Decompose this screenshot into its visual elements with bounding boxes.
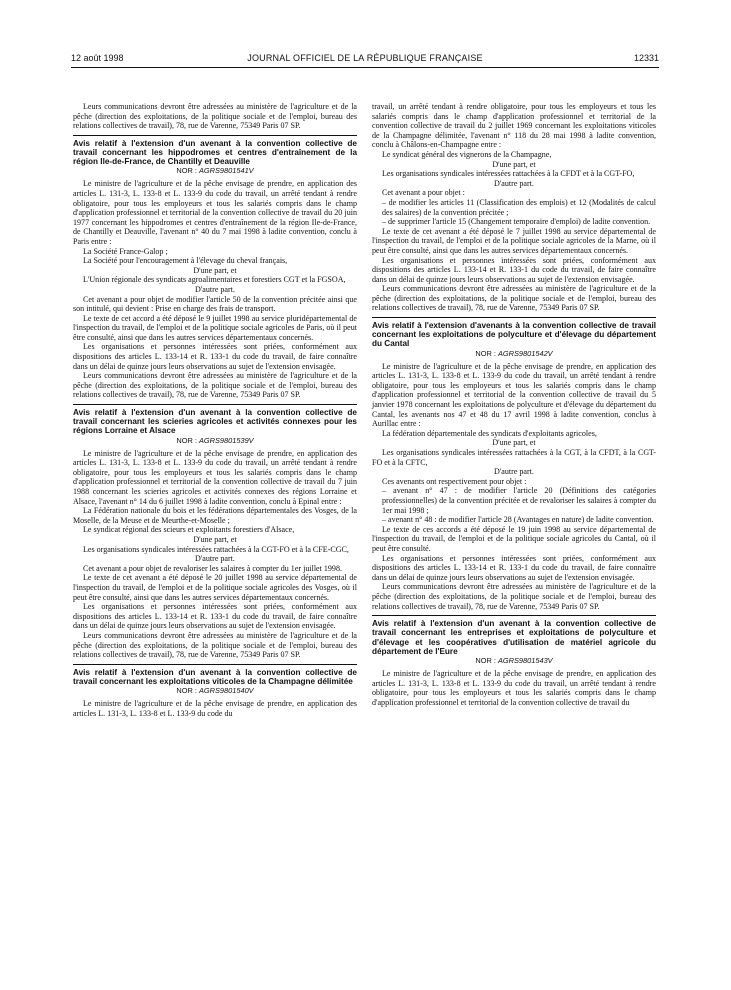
separator	[73, 135, 357, 136]
paragraph: Le ministre de l'agriculture et de la pêche envisage de prendre, en application des articles L. 131-3, L. 133-8 et L. 133-9 du code du travail, un arrêté tendant à rendre obligatoire, pour tous les employeurs et tous les salariés compris dans le champ d'application professionnel et territorial de la convention collective de travail du 7 juin 1988 concernant les scieries agricoles et activités connexes des régions Lorraine et Alsace, l'avenant n° 14 du 6 juillet 1998 à ladite convention, conclu à Epinal entre :	[73, 448, 357, 506]
paragraph: D'une part, et	[193, 265, 237, 275]
paragraph: La Société France-Galop ;	[83, 246, 168, 256]
paragraph: Le texte de cet accord a été déposé le 9 juillet 1998 au service pluridépartemental de l'inspection du travail, de l'emploi et de la politique sociale agricoles de Paris, où il peut être consulté, ainsi que dans les autres services départementaux concernés.	[73, 313, 357, 342]
paragraph: Leurs communications devront être adressées au ministère de l'agriculture et de la pêche (direction des exploitations, de la politique sociale et de l'emploi, bureau des relations collectives de travail), 78, rue de Varenne, 75349 Paris 07 SP.	[372, 284, 656, 313]
nor-code: AGRS9801543V	[497, 655, 553, 665]
nor-reference	[73, 436, 357, 446]
nor-reference	[372, 349, 656, 359]
nor-label: NOR :	[475, 348, 496, 358]
header-rule	[71, 67, 659, 68]
paragraph: D'autre part.	[195, 554, 235, 564]
paragraph: D'une part, et	[193, 535, 237, 544]
nor-reference	[73, 166, 357, 176]
paragraph: Les organisations et personnes intéressées sont priées, conformément aux dispositions des articles L. 133-14 et R. 133-1 du code du travail, de faire connaître dans un délai de quinze jours leurs observations au sujet de l'extension envisagée.	[73, 602, 357, 631]
paragraph: Le ministre de l'agriculture et de la pêche envisage de prendre, en application des articles L. 131-3, L. 133-8 et L. 133-9 du code du travail, un arrêté tendant à rendre obligatoire, pour tous les employeurs et tous les salariés compris dans le champ d'application professionnel et territorial de la convention collective de travail du 20 juin 1977 concernant les hippodromes et centres d'entraînement de la région Ile-de-France, de Chantilly et Deauville, l'avenant n° 40 du 7 mai 1998 à ladite convention, conclu à Paris entre :	[73, 179, 357, 246]
nor-code: AGRS9801542V	[497, 348, 553, 358]
paragraph: Les organisations et personnes intéressées sont priées, conformément aux dispositions des articles L. 133-14 et R. 133-1 du code du travail, de faire connaître dans un délai de quinze jours leurs observations au sujet de l'extension envisagée.	[73, 342, 357, 371]
right-column	[372, 102, 656, 707]
paragraph: Leurs communications devront être adressées au ministère de l'agriculture et de la pêche (direction des exploitations, de la politique sociale et de l'emploi, bureau des relations collectives de travail), 78, rue de Varenne, 75349 Paris 07 SP.	[73, 371, 357, 400]
paragraph: Ces avenants ont respectivement pour objet :	[382, 476, 527, 486]
header-date: 12 août 1998	[71, 53, 124, 63]
nor-reference	[372, 656, 656, 666]
paragraph: Le ministre de l'agriculture et de la pêche envisage de prendre, en application des articles L. 131-3, L. 133-8 et L. 133-9 du code du	[73, 699, 357, 718]
left-column	[73, 102, 357, 718]
paragraph: Le texte de cet avenant a été déposé le 7 juillet 1998 au service départemental de l'inspection du travail, de l'emploi et de la politique sociale agricoles de la Marne, où il peut être consulté, ainsi que dans les autres services départementaux concernés.	[372, 226, 656, 255]
paragraph: Le texte de cet avenant a été déposé le 20 juillet 1998 au service départemental de l'inspection du travail, de l'emploi et de la politique sociale agricoles des Vosges, où il peut être consulté, ainsi que dans les autres services départementaux concernés.	[73, 573, 357, 602]
paragraph: Les organisations et personnes intéressées sont priées, conformément aux dispositions des articles L. 133-14 et R. 133-1 du code du travail, de faire connaître dans un délai de quinze jours leurs observations au sujet de l'extension envisagée.	[372, 553, 656, 582]
separator	[372, 615, 656, 616]
separator	[73, 664, 357, 665]
header-title: JOURNAL OFFICIEL DE LA RÉPUBLIQUE FRANÇAISE	[247, 53, 483, 63]
paragraph: Le syndicat général des vignerons de la Champagne,	[382, 149, 552, 159]
notice-title: Avis relatif à l'extension d'un avenant à la convention collective de travail concernant les hippodromes et centres d'entraînement de la région Ile-de-France, de Chantilly et Deauville	[73, 138, 357, 167]
paragraph: Le texte de ces accords a été déposé le 19 juin 1998 au service départemental de l'inspection du travail, de l'emploi et de la politique sociale agricoles du Cantal, où il peut être consulté.	[372, 524, 656, 553]
paragraph: Le syndicat régional des scieurs et exploitants forestiers d'Alsace,	[83, 525, 295, 535]
list-item: – avenant n° 47 : de modifier l'article 20 (Définitions des catégories professionnelles) de la convention précitée et de revaloriser les salaires à compter du 1er mai 1998 ;	[382, 486, 656, 515]
separator	[372, 317, 656, 318]
page-number: 12331	[633, 53, 659, 63]
paragraph: D'une part, et	[492, 438, 536, 448]
nor-label: NOR :	[176, 435, 197, 445]
paragraph: travail, un arrêté tendant à rendre obligatoire, pour tous les employeurs et tous les salariés compris dans le champ d'application professionnel et territorial de la convention collective de travail du 2 juillet 1969 concernant les exploitations viticoles de la Champagne délimitée, l'avenant n° 118 du 28 mai 1998 à ladite convention, conclu à Châlons-en-Champagne entre :	[372, 102, 656, 150]
paragraph: Cet avenant a pour objet de modifier l'article 50 de la convention précitée ainsi que son intitulé, qui devient : Prise en charge des frais de transport.	[73, 294, 357, 314]
paragraph: Le ministre de l'agriculture et de la pêche envisage de prendre, en application des articles L. 131-3, L. 133-8 et L. 133-9 du code du travail, un arrêté tendant à rendre obligatoire, pour tous les employeurs et tous les salariés compris dans le champ d'application professionnel et territorial de la convention collective de travail du 5 janvier 1978 concernant les exploitations de polyculture et d'élevage du département du Cantal, les avenants nos 47 et 48 du 17 avril 1998 à ladite convention, conclus à Aurillac entre :	[372, 361, 656, 429]
paragraph: D'autre part.	[195, 284, 235, 294]
list-item: – de supprimer l'article 15 (Changement temporaire d'emploi) de ladite convention.	[382, 217, 651, 227]
nor-code: AGRS9801540V	[198, 686, 254, 696]
nor-reference	[73, 686, 357, 696]
notice-title: Avis relatif à l'extension d'un avenant à la convention collective de travail concernant les scieries agricoles et activités connexes pour les régions Lorraine et Alsace	[73, 408, 357, 436]
notice-title: Avis relatif à l'extension d'un avenant à la convention collective de travail concernant les entreprises et exploitations de polyculture et d'élevage et les coopératives d'utilisation de matériel agricole du département de l'Eure	[372, 619, 656, 656]
paragraph: Les organisations et personnes intéressées sont priées, conformément aux dispositions des articles L. 133-14 et R. 133-1 du code du travail, de faire connaître dans un délai de quinze jours leurs observations au sujet de l'extension envisagée.	[372, 255, 656, 284]
paragraph: Cet avenant a pour objet de revaloriser les salaires à compter du 1er juillet 1998.	[83, 563, 342, 573]
list-item: – de modifier les articles 11 (Classification des emplois) et 12 (Modalités de calcul des salaires) de la convention précitée ;	[382, 197, 656, 217]
nor-label: NOR :	[176, 166, 197, 176]
paragraph: D'autre part.	[494, 178, 534, 188]
paragraph: Les organisations syndicales intéressées rattachées à la CGT-FO et à la CFE-CGC,	[83, 544, 349, 554]
paragraph: Le ministre de l'agriculture et de la pêche envisage de prendre, en application des articles L. 131-3, L. 133-8 et L. 133-9 du code du travail, un arrêté tendant à rendre obligatoire, pour tous les employeurs et tous les salariés compris dans le champ d'application professionnel et territorial de la convention collective de travail du	[372, 668, 656, 707]
list-item: – avenant n° 48 : de modifier l'article 28 (Avantages en nature) de ladite convention.	[382, 515, 654, 525]
paragraph: D'autre part.	[494, 467, 534, 477]
paragraph: La fédération départementale des syndicats d'exploitants agricoles,	[382, 428, 597, 438]
nor-code: AGRS9801539V	[198, 435, 254, 445]
page-header	[71, 53, 659, 65]
paragraph: Leurs communications devront être adressées au ministère de l'agriculture et de la pêche (direction des exploitations, de la politique sociale et de l'emploi, bureau des relations collectives de travail), 78, rue de Varenne, 75349 Paris 07 SP.	[372, 582, 656, 611]
paragraph: La Société pour l'encouragement à l'élevage du cheval français,	[83, 256, 288, 266]
paragraph: La Fédération nationale du bois et les fédérations départementales des Vosges, de la Moselle, de la Meuse et de Meurthe-et-Moselle ;	[73, 506, 357, 525]
nor-label: NOR :	[475, 655, 496, 665]
paragraph: Leurs communications devront être adressées au ministère de l'agriculture et de la pêche (direction des exploitations, de la politique sociale et de l'emploi, bureau des relations collectives de travail), 78, rue de Varenne, 75349 Paris 07 SP.	[73, 102, 357, 131]
nor-label: NOR :	[176, 686, 197, 696]
notice-title: Avis relatif à l'extension d'un avenant à la convention collective de travail concernant les exploitations viticoles de la Champagne délimitée	[73, 667, 357, 686]
separator	[73, 404, 357, 405]
paragraph: L'Union régionale des syndicats agroalimentaires et forestiers CGT et la FGSOA,	[83, 275, 346, 285]
paragraph: Leurs communications devront être adressées au ministère de l'agriculture et de la pêche (direction des exploitations, de la politique sociale et de l'emploi, bureau des relations collectives de travail), 78, rue de Varenne, 75349 Paris 07 SP.	[73, 630, 357, 660]
paragraph: Les organisations syndicales intéressées rattachées à la CGT, à la CFDT, à la CGT-FO et à la CFTC,	[372, 448, 656, 467]
paragraph: Cet avenant a pour objet :	[382, 188, 465, 198]
paragraph: D'une part, et	[492, 159, 536, 169]
paragraph: Les organisations syndicales intéressées rattachées à la CFDT et à la CGT-FO,	[382, 169, 635, 179]
notice-title: Avis relatif à l'extension d'avenants à la convention collective de travail concernant les exploitations de polyculture et d'élevage du département du Cantal	[372, 321, 656, 349]
nor-code: AGRS9801541V	[198, 166, 254, 176]
